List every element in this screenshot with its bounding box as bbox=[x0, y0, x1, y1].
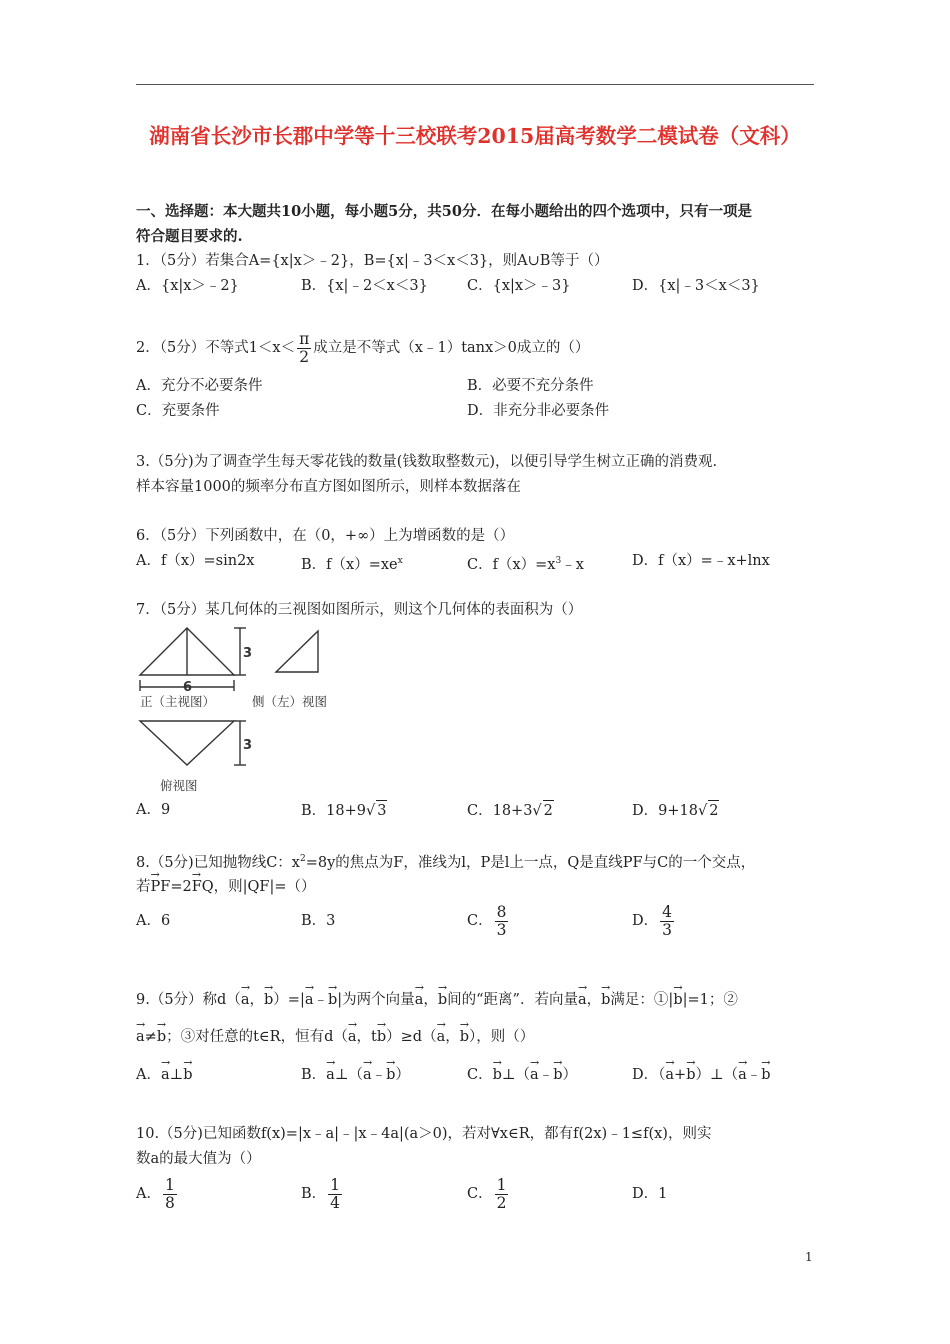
q10-option-b bbox=[301, 1176, 344, 1212]
three-view-figure bbox=[130, 625, 360, 795]
q9-l2-p3: ，t bbox=[356, 1029, 377, 1045]
q9-option-d bbox=[632, 1062, 771, 1085]
q10-option-c bbox=[467, 1176, 510, 1212]
q10-option-a bbox=[136, 1176, 179, 1212]
q10-c-den: 2 bbox=[496, 1193, 507, 1212]
q10-line2: 数a的最大值为（） bbox=[136, 1151, 261, 1167]
vector-a: → a bbox=[161, 1062, 170, 1085]
q10-a-den: 8 bbox=[164, 1193, 175, 1212]
vector-a: → a bbox=[241, 987, 250, 1010]
q2-stem-a: 2．（5分）不等式1＜x＜ bbox=[136, 340, 296, 356]
q7-option-a: A．9 bbox=[136, 802, 171, 818]
vector-a: → a bbox=[665, 1062, 674, 1085]
q6-option-b bbox=[301, 551, 403, 575]
q9-option-c bbox=[467, 1062, 577, 1085]
front-width-label: 6 bbox=[183, 680, 193, 695]
q7-option-d-radicand: 2 bbox=[708, 800, 719, 821]
q8-c-num: 8 bbox=[496, 902, 507, 921]
vector-b: → b bbox=[493, 1062, 502, 1085]
q2-option-b: B．必要不充分条件 bbox=[467, 378, 594, 394]
caption-front-view: 正（主视图） bbox=[140, 694, 216, 709]
q2-option-a: A．充分不必要条件 bbox=[136, 378, 263, 394]
minus-symbol: ﹣ bbox=[371, 1067, 387, 1083]
q10-a-frac bbox=[163, 1177, 177, 1212]
vector-a: → a bbox=[136, 1024, 145, 1047]
vector-b: → b bbox=[386, 1062, 395, 1085]
q9-l1-p10: |=1；② bbox=[682, 992, 738, 1008]
q9-option-b bbox=[301, 1062, 410, 1085]
q6-stem: 6．（5分）下列函数中，在（0，+∞）上为增函数的是（） bbox=[136, 528, 515, 544]
vector-a: → a bbox=[578, 987, 587, 1010]
q8-line1-sup: 2 bbox=[300, 854, 306, 864]
rparen: ） bbox=[395, 1067, 410, 1083]
vector-a: → a bbox=[305, 987, 314, 1010]
vector-a: → a bbox=[348, 1024, 357, 1047]
perp-symbol: ⊥ bbox=[334, 1067, 349, 1083]
q9-l2-p4: ）≥d（ bbox=[386, 1029, 437, 1045]
minus-symbol: ﹣ bbox=[746, 1067, 762, 1083]
q7-option-b-text: B．18+9 bbox=[301, 803, 366, 819]
q2-stem-b: 成立是不等式（x﹣1）tanx＞0成立的（） bbox=[313, 340, 590, 356]
q8-line2-b: ，则|QF|=（） bbox=[213, 879, 316, 895]
q10-c-frac bbox=[495, 1177, 509, 1212]
q8-option-c bbox=[467, 903, 510, 939]
q9-l2-p6: ），则（） bbox=[469, 1029, 535, 1045]
lparen: （ bbox=[723, 1067, 739, 1083]
page-number: 1 bbox=[805, 1250, 813, 1264]
vector-b: → b bbox=[601, 987, 610, 1010]
q7-option-d-text: D．9+18 bbox=[632, 803, 698, 819]
vector-b: → b bbox=[377, 1024, 386, 1047]
lparen: （ bbox=[348, 1067, 363, 1083]
side-view-triangle bbox=[276, 631, 318, 672]
q3-line2: 样本容量1000的频率分布直方图如图所示，则样本数据落在 bbox=[136, 479, 521, 495]
lparen: （ bbox=[515, 1067, 531, 1083]
page-title: 湖南省长沙市长郡中学等十三校联考2015届高考数学二模试卷（文科） bbox=[149, 124, 801, 148]
q7-option-c-text: C．18+3 bbox=[467, 803, 533, 819]
q8-option-a: A．6 bbox=[136, 913, 171, 929]
q1-option-a: A．{x|x＞﹣2} bbox=[136, 278, 239, 294]
q8-line2 bbox=[136, 874, 316, 897]
q7-option-b: B．18+9√ 3 bbox=[301, 800, 387, 821]
q8-d-den: 3 bbox=[662, 920, 673, 939]
q9-l2-p1: ≠ bbox=[144, 1029, 157, 1045]
q8-line1-a: 8.（5分)已知抛物线C：x bbox=[136, 854, 300, 871]
header-rule bbox=[136, 84, 814, 85]
q9-l1-p6: ， bbox=[423, 992, 438, 1008]
vector-a: → a bbox=[363, 1062, 372, 1085]
q3-line1: 3.（5分)为了调查学生每天零花钱的数量(钱数取整数元)，以便引导学生树立正确的消费观. bbox=[136, 454, 718, 470]
q9-l1-p9: 满足：①| bbox=[610, 992, 674, 1008]
vector-b: → b bbox=[553, 1062, 562, 1085]
q10-line1: 10.（5分)已知函数f(x)=|x﹣a|﹣|x﹣4a|(a＞0)，若对∀x∈R，都有f(2x)﹣1≤f(x)，则实 bbox=[136, 1126, 712, 1142]
q10-b-label: B． bbox=[301, 1186, 327, 1202]
q9-line2 bbox=[136, 1024, 534, 1047]
caption-side-view: 侧（左）视图 bbox=[252, 694, 328, 709]
q7-option-c-radicand: 2 bbox=[543, 800, 554, 821]
lparen: （ bbox=[658, 1067, 666, 1083]
q7-option-d: D．9+18√ 2 bbox=[632, 800, 719, 821]
vector-a: → a bbox=[437, 1024, 446, 1047]
q2-stem bbox=[136, 328, 589, 368]
q6-option-c-sup: 3 bbox=[555, 556, 562, 566]
q8-option-d-frac bbox=[660, 904, 674, 939]
q6-option-c-tail: ﹣x bbox=[561, 556, 584, 573]
q6-option-a: A．f（x）=sin2x bbox=[136, 553, 255, 569]
section-heading-line2: 符合题目要求的. bbox=[136, 228, 243, 245]
q9-l1-p2: ， bbox=[249, 992, 264, 1008]
q8-line1-b: =8y的焦点为F，准线为l，P是l上一点，Q是直线PF与C的一个交点， bbox=[305, 854, 756, 871]
q9-b-label: B． bbox=[301, 1067, 327, 1083]
q10-option-d: D．1 bbox=[632, 1186, 668, 1202]
q8-d-num: 4 bbox=[662, 902, 673, 921]
q6-option-c bbox=[467, 551, 584, 575]
q8-eq: =2 bbox=[170, 879, 192, 895]
q1-option-b: B．{x|﹣2＜x＜3} bbox=[301, 278, 428, 294]
q6-option-b-sup: x bbox=[397, 556, 403, 566]
q9-d-label: D． bbox=[632, 1067, 659, 1083]
q2-option-c: C．充要条件 bbox=[136, 403, 220, 419]
q8-line2-a: 若 bbox=[136, 879, 151, 895]
q8-line1 bbox=[136, 849, 755, 873]
q6-option-b-text: B．f（x）=xe bbox=[301, 556, 398, 573]
vector-b: → b bbox=[438, 987, 447, 1010]
top-height-label: 3 bbox=[243, 738, 253, 753]
vector-b: → b bbox=[761, 1062, 770, 1085]
q9-line1 bbox=[136, 987, 738, 1010]
q6-option-d: D．f（x）=﹣x+lnx bbox=[632, 553, 770, 569]
perp-symbol: ⊥ bbox=[169, 1067, 184, 1083]
vector-pf: → PF bbox=[151, 874, 171, 897]
vector-b: → b bbox=[157, 1024, 166, 1047]
q9-l1-p5: |为两个向量 bbox=[337, 992, 415, 1008]
q6-option-c-text: C．f（x）=x bbox=[467, 556, 556, 573]
vector-b: → b bbox=[264, 987, 273, 1010]
q9-l1-p4: ﹣ bbox=[313, 992, 328, 1008]
q10-c-num: 1 bbox=[496, 1175, 507, 1194]
q9-l1-p3: ）=| bbox=[273, 992, 305, 1008]
q10-a-num: 1 bbox=[164, 1175, 175, 1194]
front-height-label: 3 bbox=[243, 646, 253, 661]
q10-b-num: 1 bbox=[330, 1175, 341, 1194]
q8-option-c-frac bbox=[495, 904, 509, 939]
q8-c-den: 3 bbox=[496, 920, 507, 939]
vector-b: → b bbox=[328, 987, 337, 1010]
vector-fq: → FQ bbox=[192, 874, 214, 897]
section-heading-line1: 一、选择题：本大题共10小题，每小题5分，共50分．在每小题给出的四个选项中，只有一项是 bbox=[136, 203, 752, 220]
q2-frac-den: 2 bbox=[299, 347, 310, 366]
q7-stem: 7．（5分）某几何体的三视图如图所示，则这个几何体的表面积为（） bbox=[136, 602, 583, 618]
q10-a-label: A． bbox=[136, 1186, 161, 1202]
vector-a: → a bbox=[738, 1062, 747, 1085]
rparen: ） bbox=[562, 1067, 577, 1083]
q9-c-label: C． bbox=[467, 1067, 493, 1083]
vector-b: → b bbox=[673, 987, 682, 1010]
q10-b-frac bbox=[328, 1177, 342, 1212]
q10-c-label: C． bbox=[467, 1186, 493, 1202]
perp-symbol: ⊥ bbox=[501, 1067, 516, 1083]
q1-option-d: D．{x|﹣3＜x＜3} bbox=[632, 278, 760, 294]
q9-l1-p7: 间的“距离”．若向量 bbox=[447, 992, 578, 1008]
q2-fraction bbox=[297, 331, 311, 366]
q9-a-label: A． bbox=[136, 1067, 161, 1083]
top-view-triangle bbox=[140, 721, 234, 765]
q8-option-d bbox=[632, 903, 676, 939]
q7-option-b-radicand: 3 bbox=[376, 800, 387, 821]
plus-symbol: + bbox=[674, 1067, 687, 1083]
vector-a: → a bbox=[326, 1062, 335, 1085]
rparen: ） bbox=[695, 1067, 710, 1083]
q2-option-d: D．非充分非必要条件 bbox=[467, 403, 610, 419]
minus-symbol: ﹣ bbox=[538, 1067, 554, 1083]
vector-a: → a bbox=[530, 1062, 539, 1085]
q8-option-b: B．3 bbox=[301, 913, 336, 929]
perp-symbol: ⊥ bbox=[710, 1067, 724, 1083]
q9-l1-p8: ， bbox=[586, 992, 602, 1008]
q2-frac-num: π bbox=[299, 329, 310, 348]
q7-option-c: C．18+3√ 2 bbox=[467, 800, 554, 821]
q1-stem: 1．（5分）若集合A={x|x＞﹣2}，B={x|﹣3＜x＜3}，则A∪B等于（） bbox=[136, 253, 609, 269]
q9-option-a bbox=[136, 1062, 193, 1085]
q9-l2-p2: ；③对任意的t∈R，恒有d（ bbox=[166, 1029, 348, 1045]
vector-b: → b bbox=[183, 1062, 192, 1085]
q10-b-den: 4 bbox=[330, 1193, 341, 1212]
q8-option-d-label: D． bbox=[632, 913, 659, 929]
q8-option-c-label: C． bbox=[467, 913, 493, 929]
q9-l1-p1: 9.（5分）称d（ bbox=[136, 992, 241, 1008]
q1-option-c: C．{x|x＞﹣3} bbox=[467, 278, 571, 294]
caption-top-view: 俯视图 bbox=[160, 778, 198, 793]
vector-a: → a bbox=[415, 987, 424, 1010]
q9-l2-p5: ， bbox=[445, 1029, 460, 1045]
vector-b: → b bbox=[460, 1024, 469, 1047]
vector-b: → b bbox=[686, 1062, 695, 1085]
